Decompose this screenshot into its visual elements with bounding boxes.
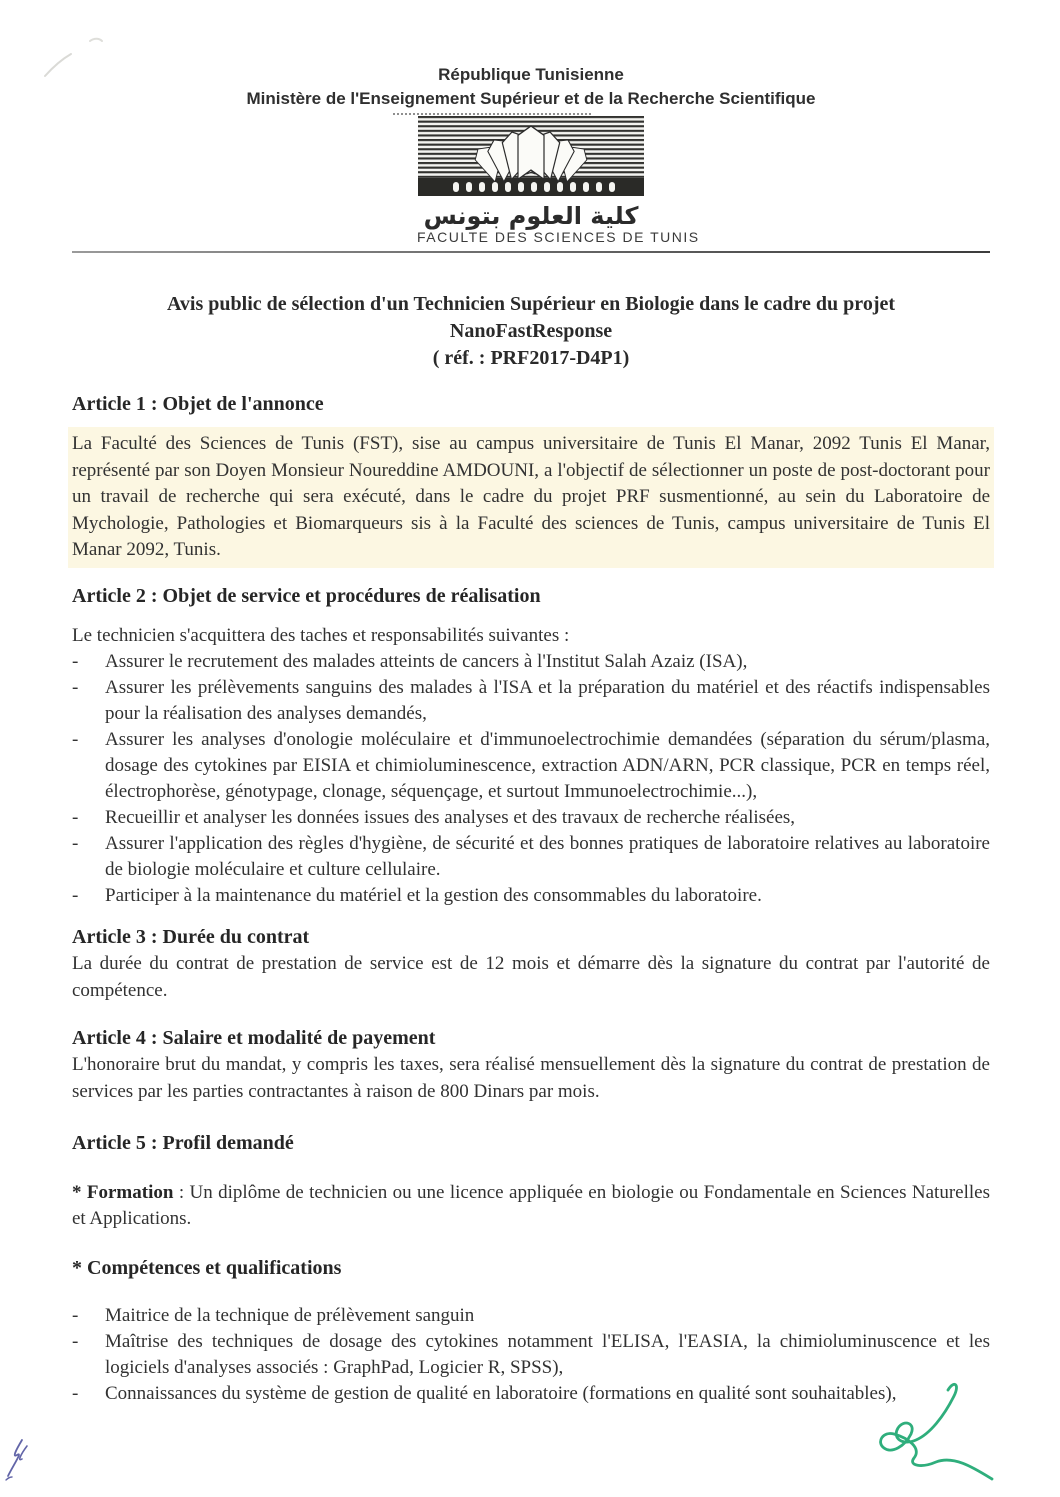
bullet-text: Recueillir et analyser les données issues des analyses et des travaux de recherche réalisées, [105,807,796,828]
logo-caption: FACULTE DES SCIENCES DE TUNIS [417,229,700,245]
republic-line: République Tunisienne [438,65,624,84]
bullet-text: Maîtrise des techniques de dosage des cytokines notamment l'ELISA, l'EASIA, la chimioluminuscence et les logiciels d'analyses associés : GraphPad, Logicier R, SPSS), [105,1331,990,1378]
bullet-dash: - [72,729,79,750]
article4-heading: Article 4 : Salaire et modalité de payement [72,1027,436,1049]
bullet-dash: - [72,1331,79,1352]
bullet-dash: - [72,807,79,828]
list-item [72,649,990,675]
formation-paragraph [72,1180,990,1232]
article5-heading: Article 5 : Profil demandé [72,1132,294,1154]
bullet-dash: - [72,885,79,906]
article3-body: La durée du contrat de prestation de service est de 12 mois et démarre dès la signature du contrat par l'autorité de compétence. [72,953,990,1001]
list-item [72,1329,990,1381]
document-title [72,291,990,372]
bullet-text: Connaissances du système de gestion de qualité en laboratoire (formations en qualité sont souhaitables), [105,1383,897,1404]
article1-heading: Article 1 : Objet de l'annonce [72,393,324,415]
bullet-text: Assurer l'application des règles d'hygiène, de sécurité et des bonnes pratiques de laboratoire relatives au laboratoire de biologie moléculaire et culture cellulaire. [105,833,990,880]
article2-intro: Le technicien s'acquittera des taches et responsabilités suivantes : [72,624,570,646]
article1-body: La Faculté des Sciences de Tunis (FST), sise au campus universitaire de Tunis El Manar, 2092 Tunis El Manar, représenté par son Doyen Monsieur Noureddine AMDOUNI, a l'objectif de sélectionner un poste de post-doctorant pour un travail de recherche qui sera exécuté, dans le cadre du projet PRF susmentionné, au sein du Laboratoire de Mychologie, Pathologies et Biomarqueurs sis à la Faculté des sciences de Tunis, campus universitaire de Tunis El Manar 2092, Tunis. [72,431,990,564]
bullet-dash: - [72,677,79,698]
title-line-3: ( réf. : PRF2017-D4P1) [432,347,630,369]
competences-heading: * Compétences et qualifications [72,1257,342,1279]
list-item [72,805,990,831]
bullet-text: Assurer les prélèvements sanguins des malades à l'ISA et la préparation du matériel et des réactifs indispensables pour la réalisation des analyses demandés, [105,677,990,724]
article4-body: L'honoraire brut du mandat, y compris les taxes, sera réalisé mensuellement dès la signature du contrat de prestation de services par les parties contractantes à raison de 800 Dinars par mois. [72,1054,990,1102]
bullet-text: Maitrice de la technique de prélèvement sanguin [105,1305,475,1326]
article3-heading: Article 3 : Durée du contrat [72,926,310,948]
pencil-scribble [30,28,120,98]
logo-arabic-text: كلية العلوم بتونس [423,202,639,230]
list-item [72,727,990,805]
ministry-dotted-underline [393,113,591,115]
fst-logo [417,116,700,246]
list-item [72,831,990,883]
formation-text: : Un diplôme de technicien ou une licence appliquée en biologie ou Fondamentale en Sciences Naturelles et Applications. [72,1182,990,1229]
bullet-text: Assurer les analyses d'onologie moléculaire et d'immunoelectrochimie demandées (séparation du sérum/plasma, dosage des cytokines par EISIA et chimioluminescence, extraction ADN/ARN, PCR classique, PCR en temps réel, électrophorèse, génotypage, clonage, séquençage, et surtout Immunoelectrochimie...), [105,729,990,802]
list-item [72,1303,990,1329]
fst-logo-emblem [417,116,645,198]
list-item [72,675,990,727]
article2-bullet-list [72,649,990,909]
green-signature [850,1378,1000,1493]
blue-ink-mark [0,1434,40,1489]
title-line-1: Avis public de sélection d'un Technicien Supérieur en Biologie dans le cadre du projet [166,293,896,315]
bullet-text: Assurer le recrutement des malades atteints de cancers à l'Institut Salah Azaiz (ISA), [105,651,748,672]
bullet-dash: - [72,833,79,854]
list-item [72,883,990,909]
bullet-dash: - [72,1383,79,1404]
header-rule [72,251,990,253]
bullet-dash: - [72,1305,79,1326]
government-header [72,64,990,110]
bullet-text: Participer à la maintenance du matériel et la gestion des consommables du laboratoire. [105,885,762,906]
bullet-dash: - [72,651,79,672]
ministry-line: Ministère de l'Enseignement Supérieur et de la Recherche Scientifique [246,89,816,108]
article2-heading: Article 2 : Objet de service et procédures de réalisation [72,584,541,607]
title-line-2: NanoFastResponse [449,320,613,342]
formation-label: * Formation [72,1182,174,1203]
